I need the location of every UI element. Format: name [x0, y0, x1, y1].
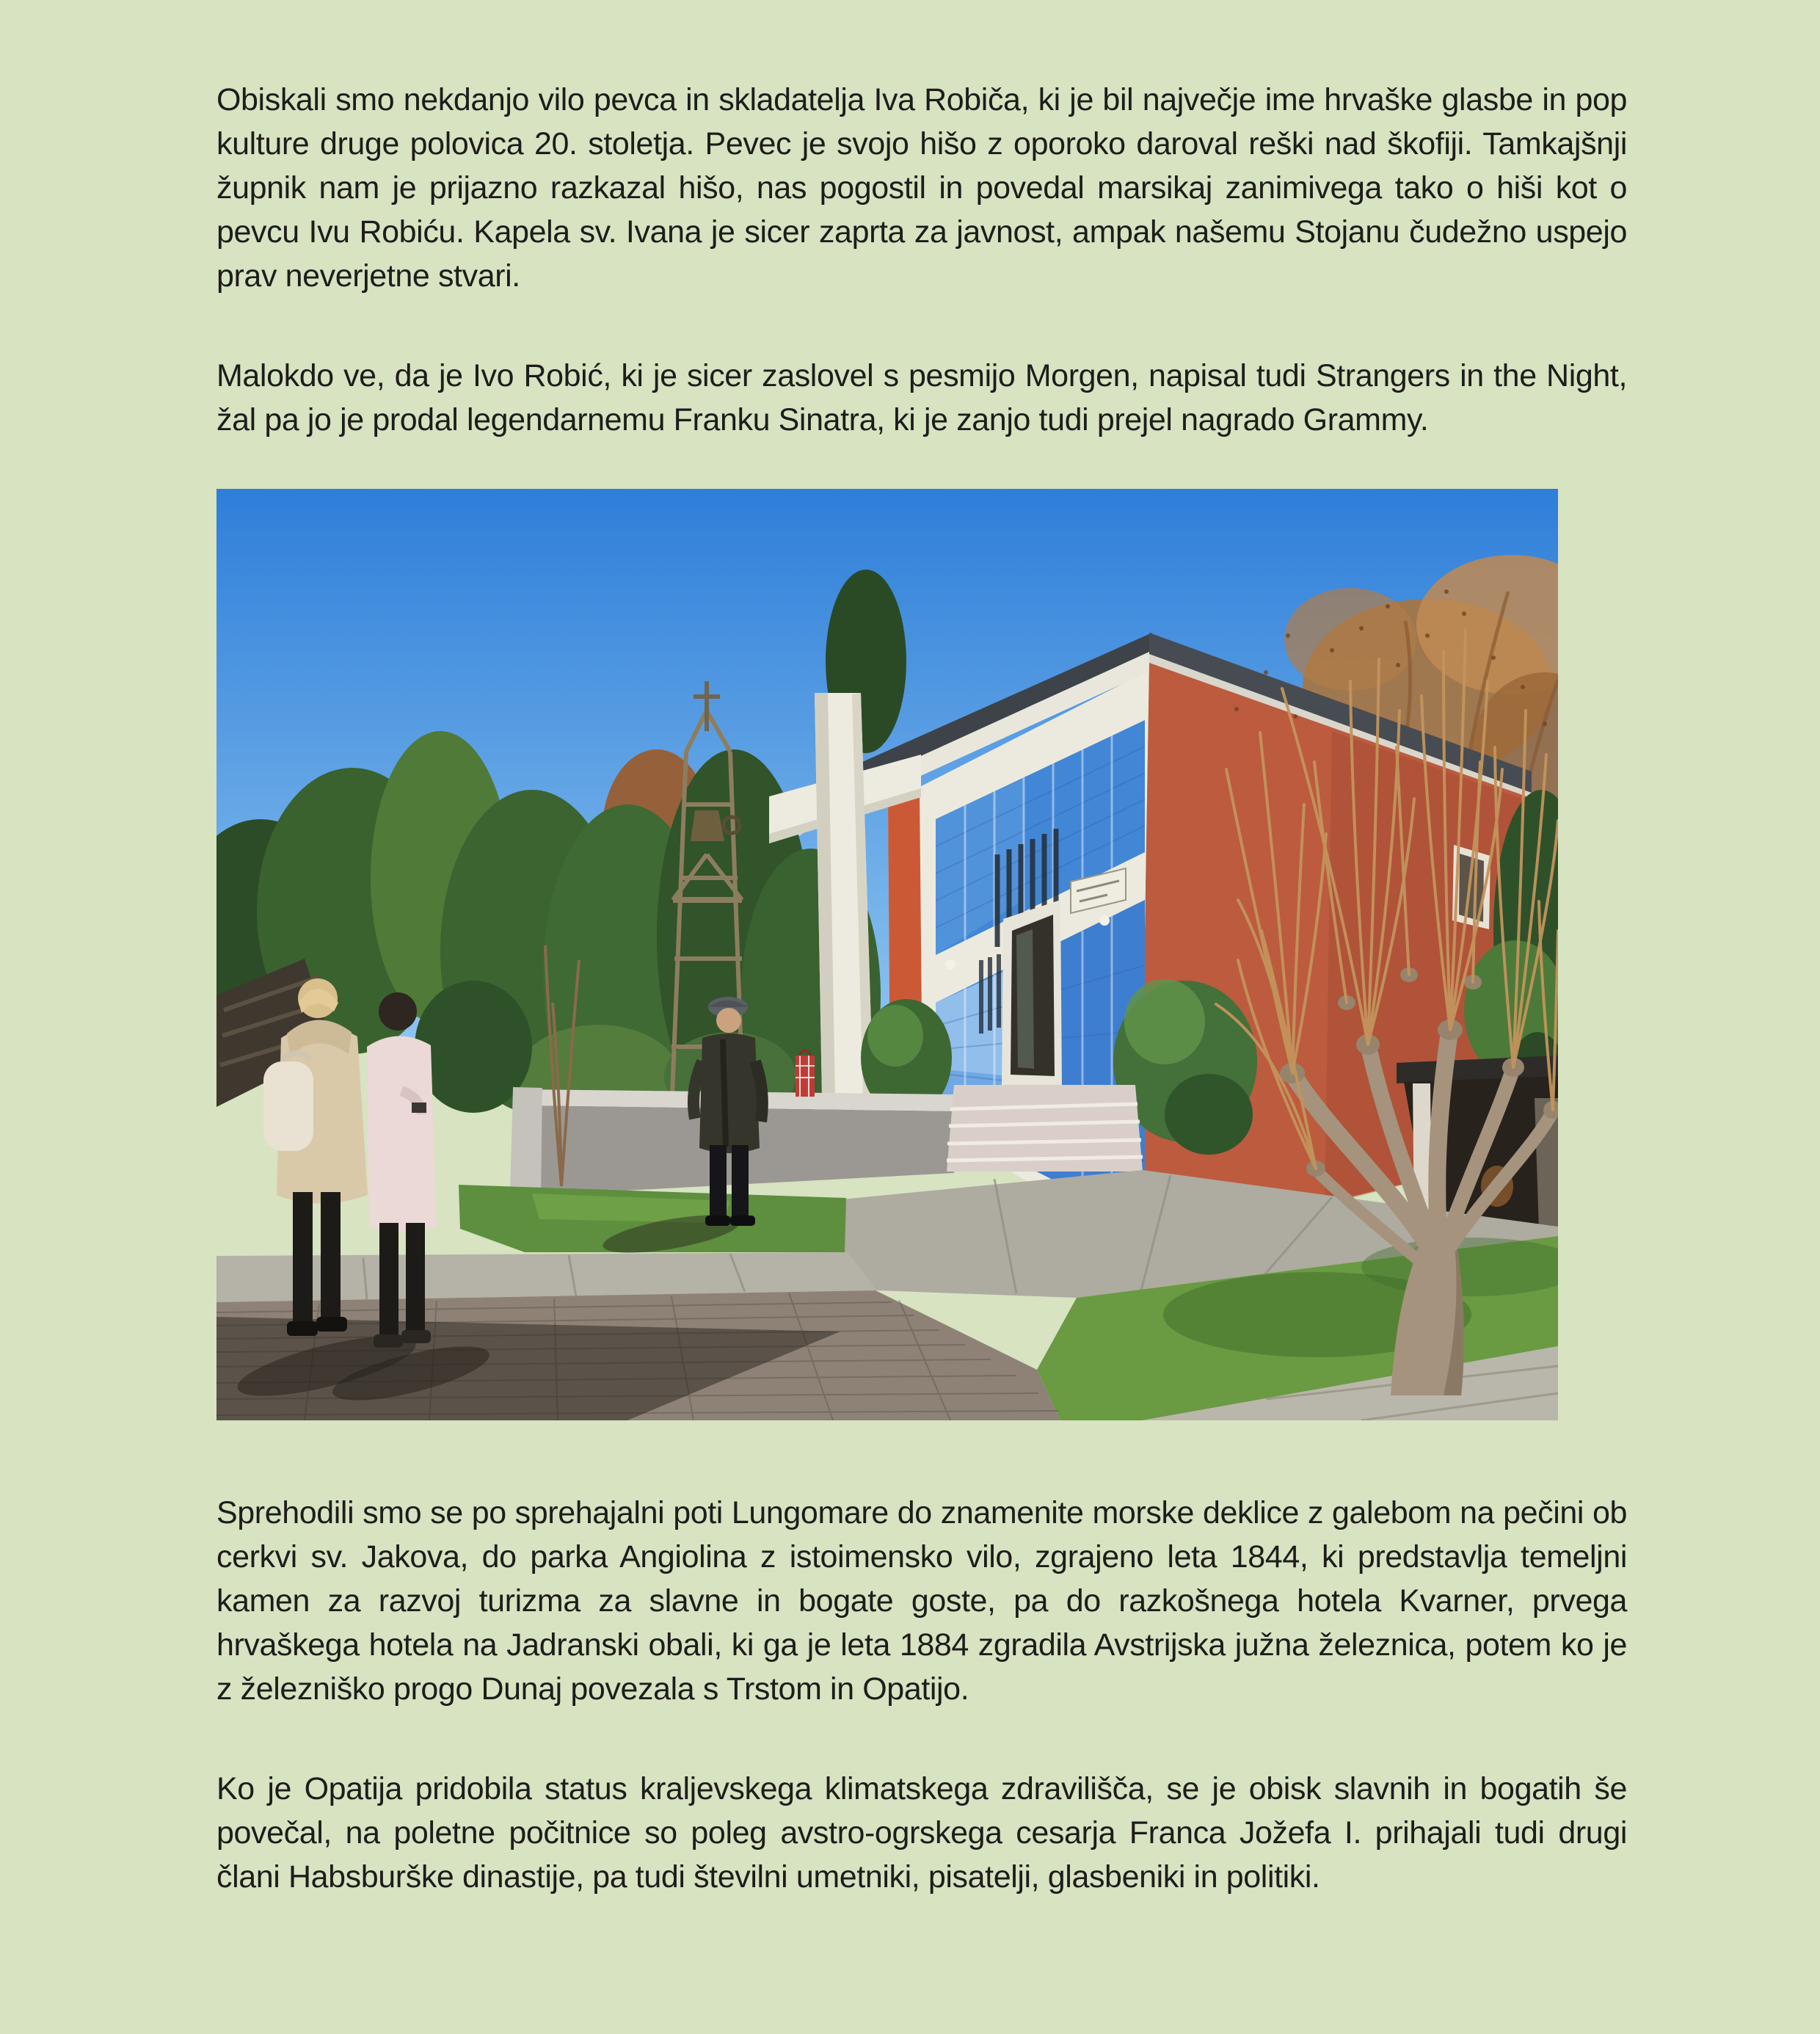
villa-photo	[216, 489, 1558, 1420]
entrance-steps	[947, 1085, 1143, 1172]
paragraph-3: Sprehodili smo se po sprehajalni poti Lungomare do znamenite morske deklice z galebom na pečini ob cerkvi sv. Jakova, do parka Angiolina z istoimensko vilo, zgrajeno leta 1844, ki predstavlja temeljni kamen za razvoj turizma za slavne in bogate goste, pa do razkošnega hotela Kvarner, prvega hrvaškega hotela na Jadranski obali, ki ga je leta 1884 zgradila Avstrijska južna železnica, potem ko je z železniško progo Dunaj povezala s Trstom in Opatijo.	[216, 1495, 1627, 1707]
paragraph-1: Obiskali smo nekdanjo vilo pevca in skladatelja Iva Robiča, ki je bil največje ime hrvaške glasbe in pop kulture druge polovica 20. stoletja. Pevec je svojo hišo z oporoko daroval reški nad škofiji. Tamkajšnji župnik nam je prijazno razkazal hišo, nas pogostil in povedal marsikaj zanimivega tako o hiši kot o pevcu Ivu Robiću. Kapela sv. Ivana je sicer zaprta za javnost, ampak našemu Stojanu čudežno uspejo prav neverjetne stvari.	[216, 82, 1627, 294]
entrance-door	[1002, 900, 1062, 1087]
paragraph-4: Ko je Opatija pridobila status kraljevskega klimatskega zdravilišča, se je obisk slavnih in bogatih še povečal, na poletne počitnice so poleg avstro-ogrskega cesarja Franca Jožefa I. prihajali tudi drugi člani Habsburške dinastije, pa tudi številni umetniki, pisatelji, glasbeniki in politiki.	[216, 1771, 1627, 1895]
villa-photo-illustration	[216, 489, 1558, 1420]
wall-lamp-icon	[945, 959, 956, 970]
gift-bag	[796, 1050, 815, 1097]
backpack	[263, 1061, 313, 1151]
bell-icon	[691, 810, 724, 841]
wall-lamp-icon	[1099, 915, 1110, 926]
article	[216, 78, 1627, 1955]
paragraph-2: Malokdo ve, da je Ivo Robić, ki je sicer zaslovel s pesmijo Morgen, napisal tudi Strangers in the Night, žal pa jo je prodal legendarnemu Franku Sinatra, ki je zanjo tudi prejel nagrado Grammy.	[216, 358, 1627, 437]
